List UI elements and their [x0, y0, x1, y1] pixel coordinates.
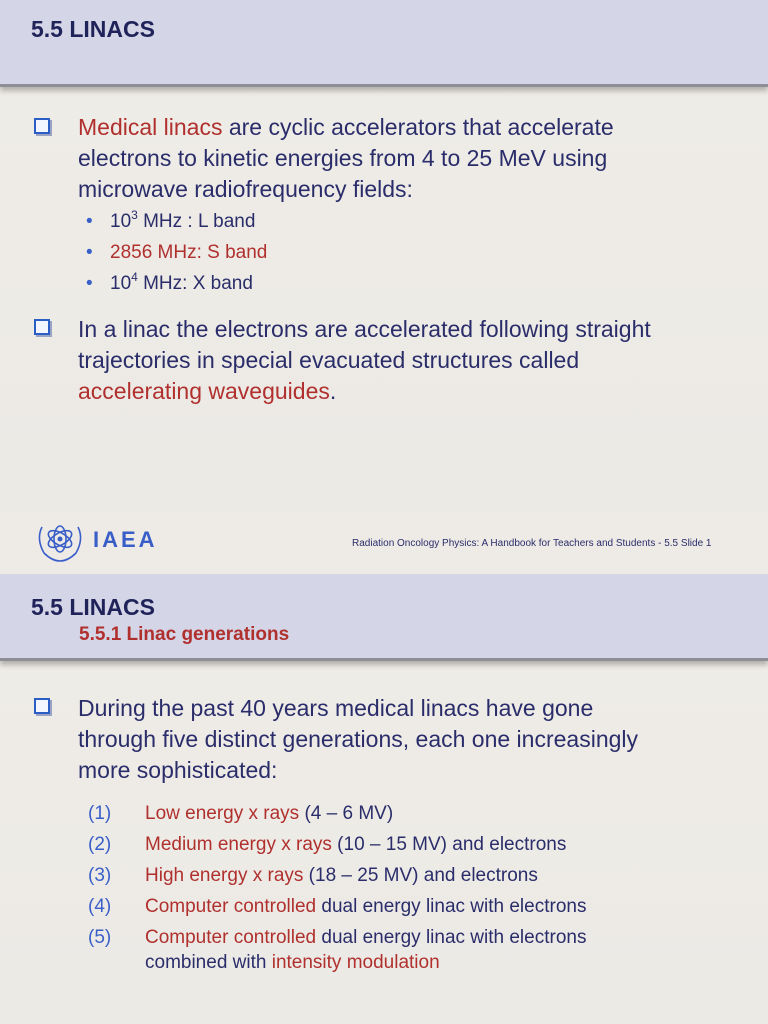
slide-title: 5.5 LINACS [31, 16, 155, 42]
highlight-text: accelerating waveguides [78, 378, 330, 404]
text-line: In a linac the electrons are accelerated following straight [78, 316, 651, 342]
text-line: trajectories in special evacuated structures called [78, 347, 580, 373]
bullet-dot-icon: • [86, 273, 93, 294]
highlight-text: Medical linacs [78, 114, 223, 140]
checkbox-bullet-icon [34, 118, 50, 134]
text-line: through five distinct generations, each one increasingly [78, 726, 639, 752]
bullet-paragraph: In a linac the electrons are accelerated following straight trajectories in special evacuated structures called accelerating waveguides. [78, 316, 651, 404]
slide-subtitle: 5.5.1 Linac generations [79, 624, 290, 645]
band-list [86, 206, 267, 299]
slide-title: 5.5 LINACS [31, 594, 155, 620]
footer-caption: Radiation Oncology Physics: A Handbook for Teachers and Students - 5.5 Slide 1 [352, 538, 712, 549]
list-number: (5) [88, 927, 112, 948]
checkbox-bullet-icon [34, 319, 50, 335]
text-line: During the past 40 years medical linacs have gone [78, 695, 594, 721]
list-number: (2) [88, 834, 112, 855]
text-line: more sophisticated: [78, 757, 278, 783]
text-line: are cyclic accelerators that accelerate [222, 114, 614, 140]
title-bar [0, 574, 768, 661]
list-item: • $10^3$ MHz : L band [86, 206, 267, 237]
bullet-paragraph [78, 112, 614, 205]
list-number: (3) [88, 865, 112, 886]
text-line: microwave radiofrequency fields: [78, 176, 413, 202]
checkbox-bullet-icon [34, 698, 50, 714]
iaea-logo-text: IAEA [93, 527, 158, 552]
title-bar [0, 0, 768, 87]
bullet-dot-icon: • [86, 242, 93, 263]
bullet-paragraph [78, 693, 638, 786]
iaea-emblem-icon [32, 517, 88, 563]
list-number: (1) [88, 803, 112, 824]
list-item: • 2856 MHz: S band [86, 237, 267, 268]
list-number: (4) [88, 896, 112, 917]
bullet-dot-icon: • [86, 211, 93, 232]
list-item: • $10^4$ MHz: X band [86, 268, 267, 299]
text-line: electrons to kinetic energies from 4 to 25 MeV using [78, 145, 608, 171]
